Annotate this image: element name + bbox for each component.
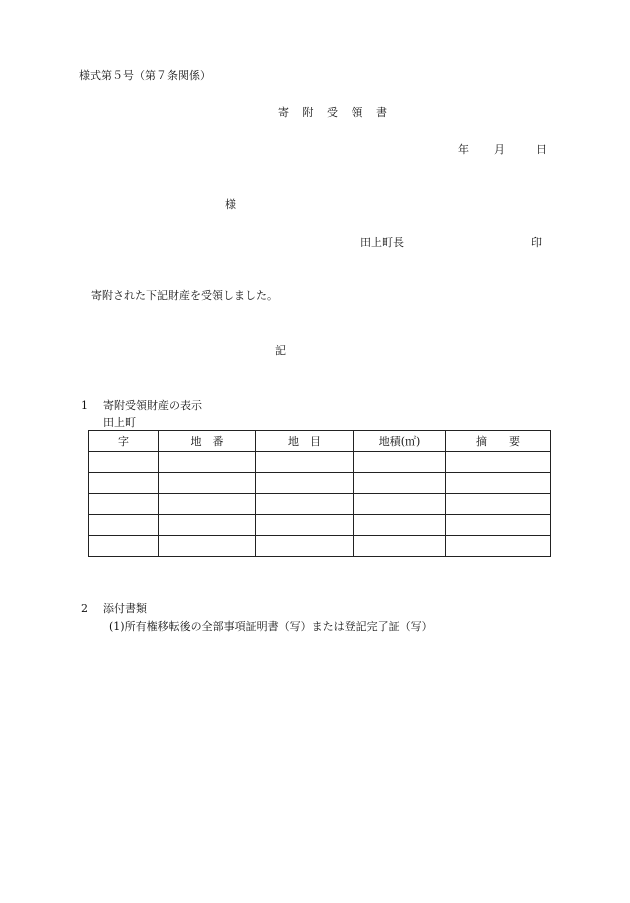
table-cell [159,515,256,536]
table-row [89,536,551,557]
table-cell [354,473,446,494]
table-cell [256,473,354,494]
table-cell [446,494,551,515]
table-cell [354,452,446,473]
table-cell [89,473,159,494]
date-day-label: 日 [536,143,547,156]
property-table [88,430,551,557]
town-name: 田上町 [103,416,136,429]
col-chiseki: 地積(㎡) [354,431,446,452]
table-cell [256,515,354,536]
section-2-heading [81,600,147,616]
seal-mark: 印 [531,236,542,249]
table-cell [159,536,256,557]
col-chiban: 地 番 [159,431,256,452]
date-year-label: 年 [458,143,469,156]
table-cell [446,452,551,473]
col-chimoku: 地 目 [256,431,354,452]
table-cell [159,473,256,494]
section-2-title: 添付書類 [103,602,147,615]
ki-heading: 記 [275,344,286,357]
table-cell [159,452,256,473]
table-cell [89,494,159,515]
table-cell [89,452,159,473]
table-cell [256,452,354,473]
col-tekiyo: 摘 要 [446,431,551,452]
table-cell [89,515,159,536]
table-cell [446,473,551,494]
table-row [89,494,551,515]
date-month-label: 月 [494,143,505,156]
table-header-row [89,431,551,452]
table-cell [256,536,354,557]
issuer-name: 田上町長 [360,236,404,249]
table-cell [354,494,446,515]
date-line [458,141,547,157]
table-row [89,473,551,494]
col-aza: 字 [89,431,159,452]
table-cell [89,536,159,557]
table-cell [354,515,446,536]
form-number: 様式第５号（第７条関係） [79,69,211,82]
addressee-honorific: 様 [225,198,236,211]
attachment-item-1: (1)所有権移転後の全部事項証明書（写）または登記完了証（写） [109,620,433,633]
receipt-statement: 寄附された下記財産を受領しました。 [91,289,278,302]
table-cell [446,536,551,557]
section-1-title: 寄附受領財産の表示 [103,399,202,412]
table-row [89,515,551,536]
table-cell [159,494,256,515]
table-cell [354,536,446,557]
document-title: 寄 附 受 領 書 [278,106,392,119]
section-1-heading [81,397,202,413]
section-2-number: 2 [81,602,88,615]
table-row [89,452,551,473]
table-cell [446,515,551,536]
table-cell [256,494,354,515]
section-1-number: 1 [81,399,88,412]
